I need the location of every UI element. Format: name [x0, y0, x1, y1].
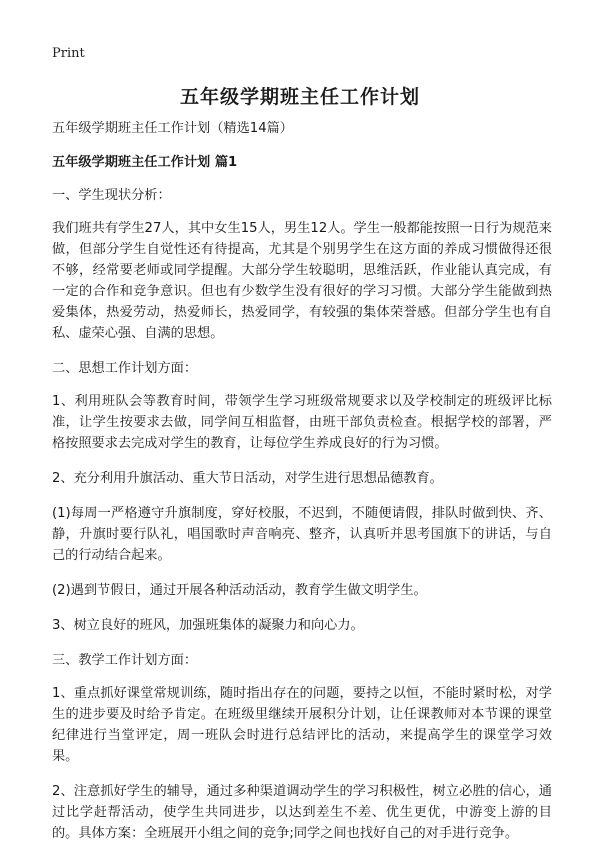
section-heading-teaching: 三、教学工作计划方面：: [52, 653, 198, 668]
paragraph-student-analysis: 我们班共有学生27人，其中女生15人，男生12人。学生一般都能按照一日行为规范来做，但部分学生自觉性还有待提高，尤其是个别男学生在这方面的养成习惯做得还很不够，经常要老师或同学提醒。大部分学生较聪明，思维活跃，作业能认真完成，有一定的合作和竞争意识。但也有少数学生没有很好的学习习惯。大部分学生能做到热爱集体，热爱劳动，热爱师长，热爱同学，有较强的集体荣誉感。但部分学生也有自私、虚荣心强、自满的思想。: [52, 221, 552, 341]
section-heading-student-analysis: 一、学生现状分析：: [52, 188, 171, 203]
paragraph-ideology-2: 2、充分利用升旗活动、重大节日活动，对学生进行思想品德教育。: [52, 471, 443, 486]
print-link[interactable]: Print: [52, 46, 85, 61]
paragraph-ideology-3: 3、树立良好的班风，加强班集体的凝聚力和向心力。: [52, 618, 364, 633]
document-title: 五年级学期班主任工作计划: [179, 86, 420, 108]
paragraph-ideology-2-2: (2)遇到节假日，通过开展各种活动活动，教育学生做文明学生。: [52, 583, 427, 598]
paragraph-ideology-2-1: (1)每周一严格遵守升旗制度，穿好校服，不迟到，不随便请假，排队时做到快、齐、静，升旗时要行队礼，唱国歌时声音响亮、整齐，认真听并思考国旗下的讲话，与自己的行动结合起来。: [52, 506, 552, 563]
paragraph-ideology-1: 1、利用班队会等教育时间，带领学生学习班级常规要求以及学校制定的班级评比标准，让学生按要求去做，同学间互相监督，由班干部负责检查。根据学校的部署，严格按照要求去完成对学生的教育，让每位学生养成良好的行为习惯。: [52, 394, 552, 451]
document-body: [52, 118, 552, 858]
section-heading-ideology: 二、思想工作计划方面：: [52, 361, 198, 376]
paragraph-teaching-1: 1、重点抓好课堂常规训练，随时指出存在的问题，要持之以恒，不能时紧时松，对学生的进步要及时给予肯定。在班级里继续开展积分计划，让任课教师对本节课的课堂纪律进行当堂评定，周一班队会时进行总结评比的活动，来提高学生的课堂学习效果。: [52, 686, 552, 764]
article-heading: 五年级学期班主任工作计划 篇1: [52, 155, 238, 170]
document-subtitle: 五年级学期班主任工作计划（精选14篇）: [52, 121, 293, 136]
paragraph-teaching-2: 2、注意抓好学生的辅导，通过多种渠道调动学生的学习积极性，树立必胜的信心，通过比学赶帮活动，使学生共同进步，以达到差生不差、优生更优，中游变上游的目的。具体方案：全班展开小组之间的竞争;同学之间也找好自己的对手进行竞争。: [52, 784, 552, 841]
